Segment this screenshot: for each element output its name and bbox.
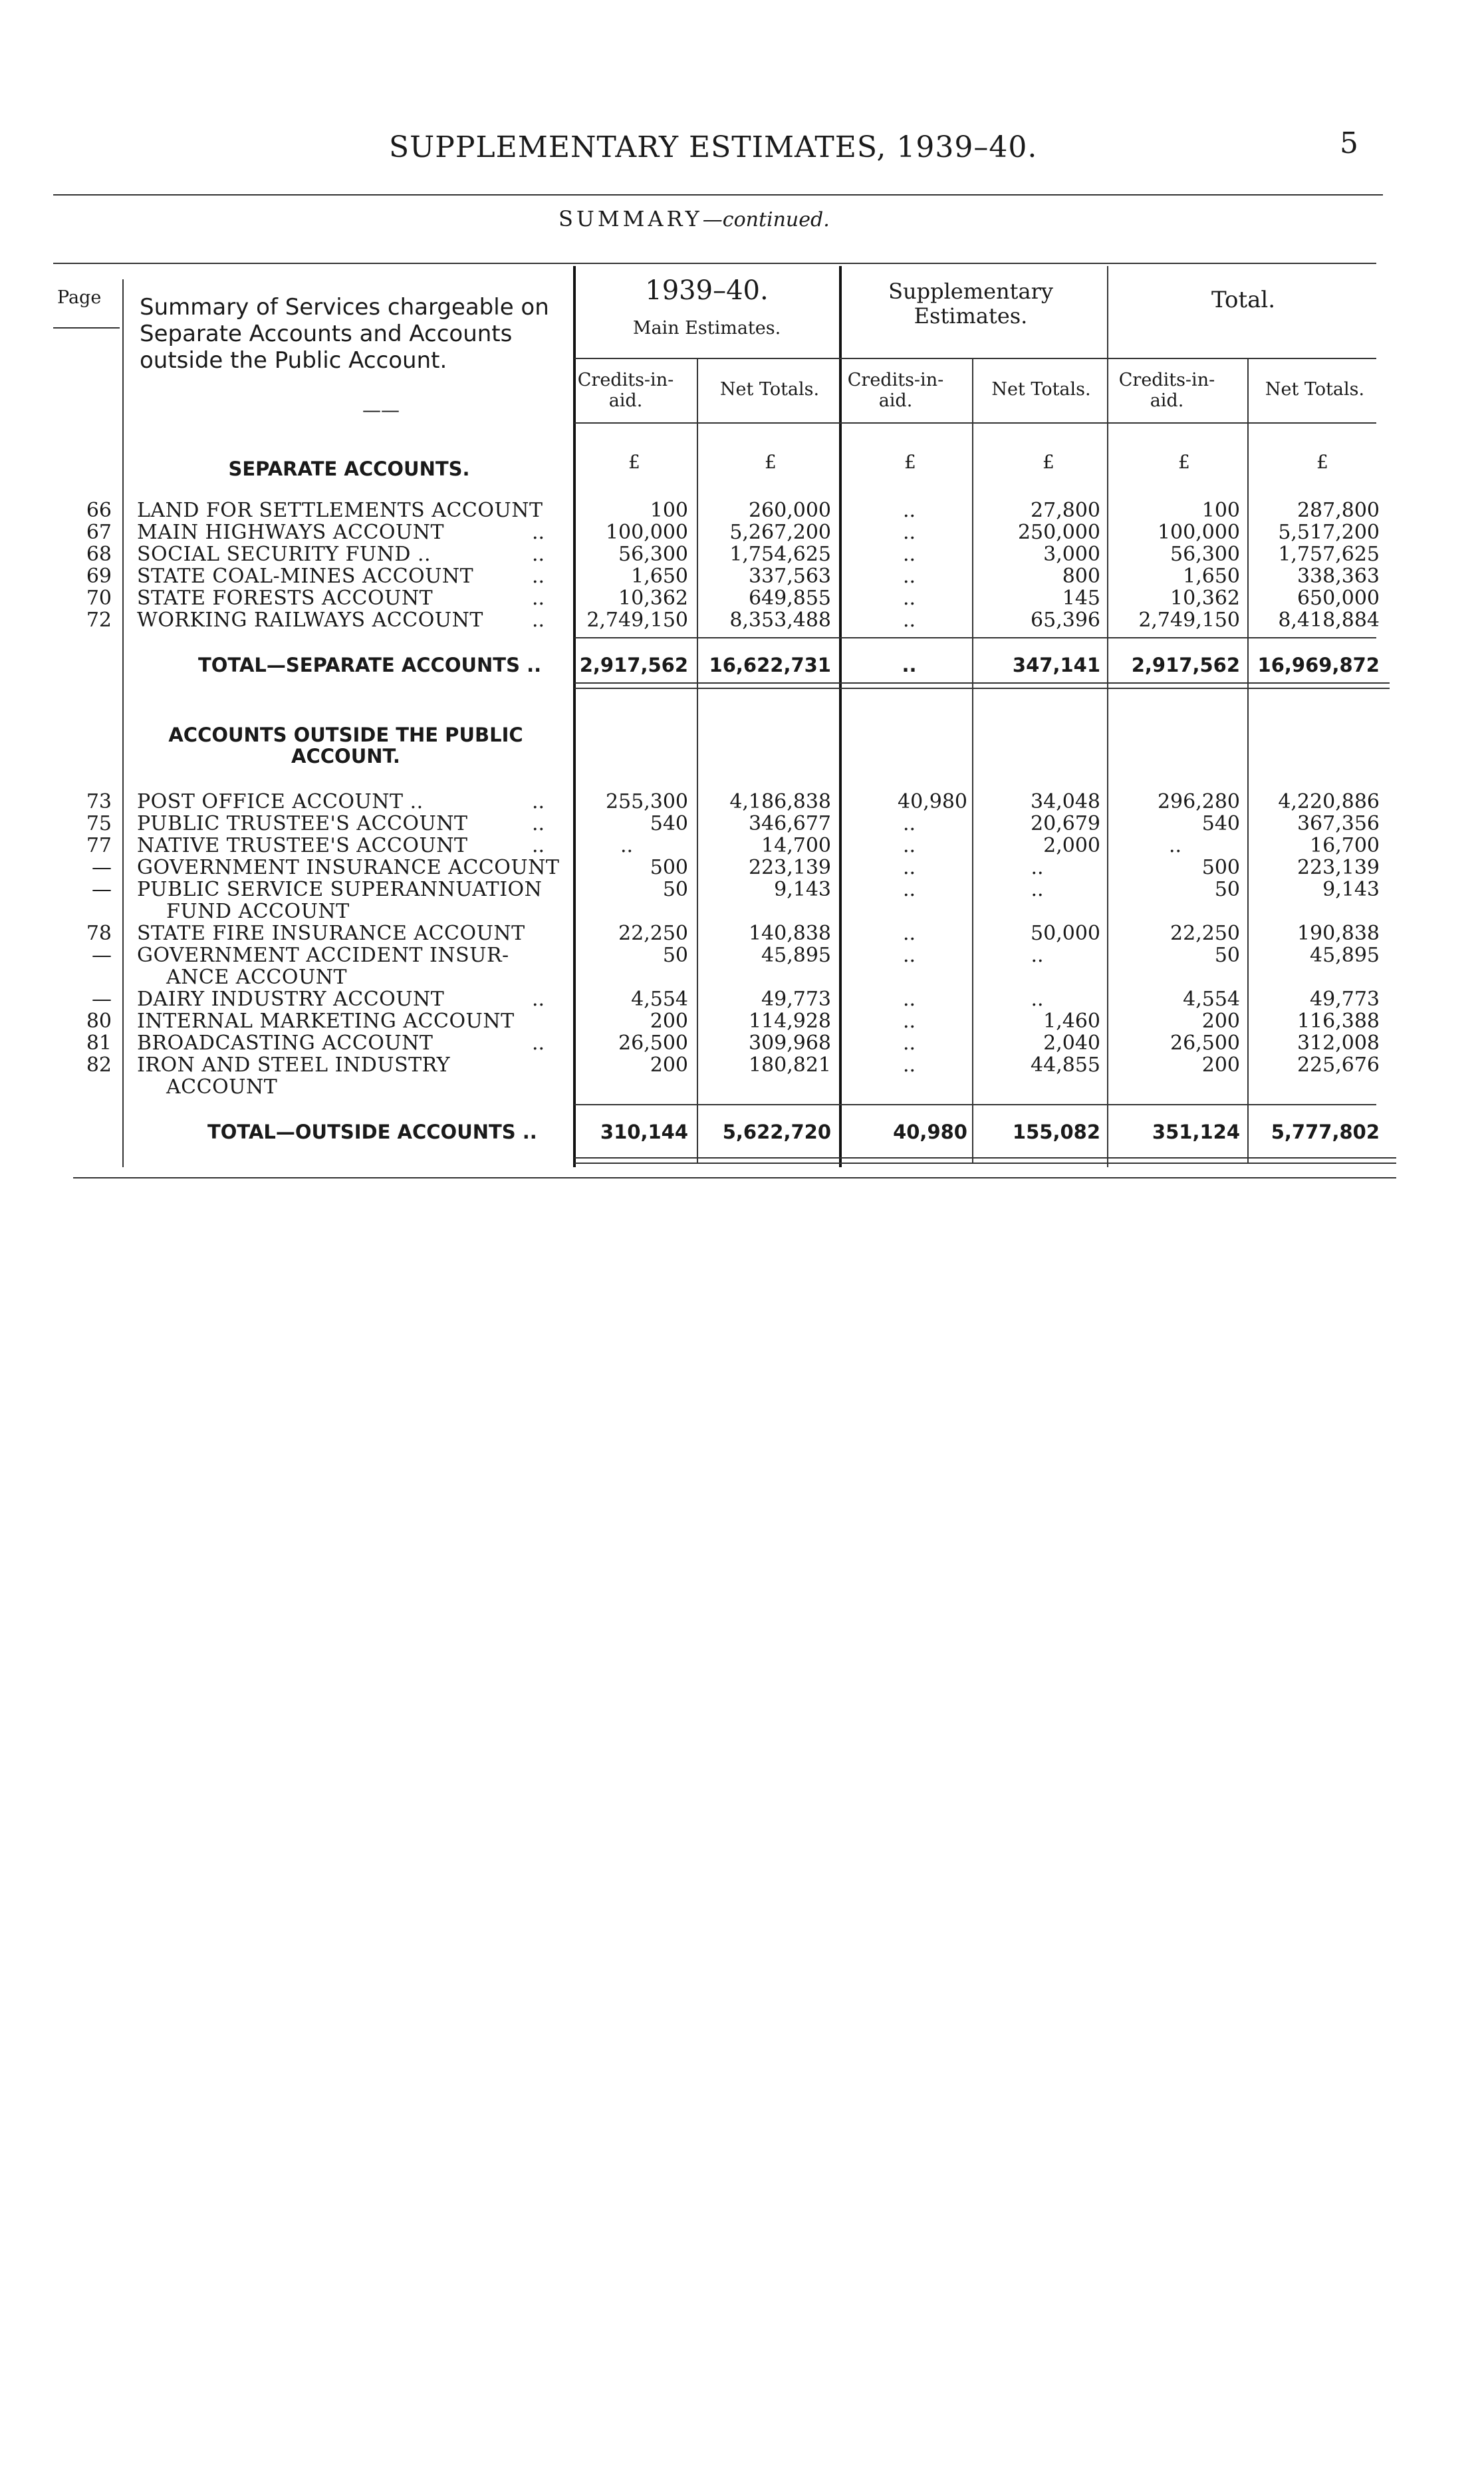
outside-total-c5: 351,124	[1152, 1121, 1240, 1143]
row-total-credits: 1,650	[1183, 565, 1240, 588]
table-row	[0, 500, 1484, 521]
row-page-number: 69	[86, 565, 112, 588]
outside-total-top-rule	[574, 1104, 1376, 1105]
summary-title	[558, 206, 830, 231]
row-account-name: FUND ACCOUNT	[166, 900, 350, 923]
services-header-dash: ——	[362, 399, 400, 421]
row-account-name: GOVERNMENT INSURANCE ACCOUNT	[137, 856, 560, 879]
row-main-net: 223,139	[748, 856, 831, 879]
total-header: Total.	[1211, 287, 1276, 313]
row-main-net: 8,353,488	[729, 609, 831, 632]
row-supp-net: ..	[1031, 988, 1044, 1011]
colhead-bottom-rule	[574, 422, 1376, 424]
table-row	[0, 791, 1484, 813]
table-bottom-rule	[73, 1177, 1396, 1178]
row-supp-credits: ..	[902, 944, 916, 967]
row-supp-credits: ..	[902, 1053, 916, 1077]
table-row	[0, 566, 1484, 587]
row-account-name: PUBLIC TRUSTEE'S ACCOUNT	[137, 812, 468, 835]
table-row	[0, 857, 1484, 879]
row-supp-net: 50,000	[1031, 922, 1100, 945]
row-supp-net: 44,855	[1031, 1053, 1100, 1077]
table-row	[0, 1077, 1484, 1098]
currency-c4: £	[1043, 451, 1054, 473]
row-main-net: 49,773	[761, 988, 831, 1011]
row-account-name: STATE FIRE INSURANCE ACCOUNT	[137, 922, 525, 945]
outside-total-c3: 40,980	[893, 1121, 967, 1143]
row-main-net: 260,000	[748, 499, 831, 522]
row-page-number: 75	[86, 812, 112, 835]
table-row	[0, 901, 1484, 922]
row-total-credits: 540	[1201, 812, 1240, 835]
separate-total-row	[0, 654, 1484, 676]
row-main-credits: 22,250	[618, 922, 688, 945]
row-total-credits: 26,500	[1170, 1032, 1240, 1055]
credits-header-main: Credits-in-aid.	[577, 370, 674, 412]
row-page-number: 72	[86, 609, 112, 632]
row-main-net: 14,700	[761, 834, 831, 857]
row-supp-net: ..	[1031, 856, 1044, 879]
supplementary-header: Supplementary Estimates.	[888, 279, 1053, 329]
separate-total-c5: 2,917,562	[1131, 654, 1240, 676]
row-supp-credits: ..	[902, 609, 916, 632]
row-total-net: 338,363	[1297, 565, 1380, 588]
separate-total-c2: 16,622,731	[709, 654, 831, 676]
row-account-name: IRON AND STEEL INDUSTRY	[137, 1053, 451, 1077]
row-main-credits: 200	[650, 1053, 688, 1077]
row-supp-net: 34,048	[1031, 790, 1100, 813]
row-main-credits: 255,300	[605, 790, 688, 813]
row-total-net: 312,008	[1297, 1032, 1380, 1055]
row-account-name: DAIRY INDUSTRY ACCOUNT	[137, 988, 445, 1011]
row-leader-dots: ..	[532, 1032, 545, 1055]
row-supp-net: 2,040	[1043, 1032, 1100, 1055]
table-row	[0, 945, 1484, 966]
outside-accounts-heading-line1: ACCOUNTS OUTSIDE THE PUBLIC	[168, 724, 523, 746]
row-main-credits: 4,554	[631, 988, 688, 1011]
row-leader-dots: ..	[532, 790, 545, 813]
row-leader-dots: ..	[532, 565, 545, 588]
row-leader-dots: ..	[532, 834, 545, 857]
row-total-credits: 100,000	[1157, 521, 1240, 544]
row-main-credits: 100	[650, 499, 688, 522]
row-account-name: STATE COAL-MINES ACCOUNT	[137, 565, 474, 588]
row-total-net: 49,773	[1310, 988, 1380, 1011]
currency-c3: £	[904, 451, 916, 473]
row-total-credits: 296,280	[1157, 790, 1240, 813]
row-total-credits: 10,362	[1170, 587, 1240, 610]
row-total-credits: 500	[1201, 856, 1240, 879]
row-account-name: PUBLIC SERVICE SUPERANNUATION	[137, 878, 543, 901]
row-supp-net: 800	[1062, 565, 1100, 588]
row-main-credits: 540	[650, 812, 688, 835]
row-supp-credits: ..	[902, 1010, 916, 1033]
separate-total-c6: 16,969,872	[1257, 654, 1380, 676]
separate-total-c3: ..	[902, 654, 917, 676]
row-supp-credits: 40,980	[898, 790, 967, 813]
separate-total-c1: 2,917,562	[579, 654, 688, 676]
separate-total-c4: 347,141	[1012, 654, 1100, 676]
row-account-name: INTERNAL MARKETING ACCOUNT	[137, 1010, 515, 1033]
row-main-net: 5,267,200	[729, 521, 831, 544]
table-row	[0, 813, 1484, 835]
page-title: SUPPLEMENTARY ESTIMATES, 1939–40.	[389, 130, 1038, 164]
summary-suffix: —continued.	[702, 208, 830, 231]
row-supp-net: 2,000	[1043, 834, 1100, 857]
row-main-credits: 500	[650, 856, 688, 879]
table-row	[0, 1055, 1484, 1076]
row-supp-credits: ..	[902, 565, 916, 588]
row-page-number: 67	[86, 521, 112, 544]
row-total-net: 287,800	[1297, 499, 1380, 522]
row-supp-net: 27,800	[1031, 499, 1100, 522]
table-row	[0, 967, 1484, 988]
table-row	[0, 1011, 1484, 1032]
table-row	[0, 1033, 1484, 1054]
row-supp-credits: ..	[902, 543, 916, 566]
row-total-credits: 100	[1201, 499, 1240, 522]
currency-c2: £	[765, 451, 777, 473]
row-page-number: 82	[86, 1053, 112, 1077]
outside-total-double-rule	[574, 1163, 1396, 1164]
row-main-credits: 50	[662, 878, 688, 901]
row-total-credits: 200	[1201, 1053, 1240, 1077]
row-total-net: 4,220,886	[1278, 790, 1380, 813]
row-page-number: 70	[86, 587, 112, 610]
row-total-net: 225,676	[1297, 1053, 1380, 1077]
main-estimates-subheader: Main Estimates.	[632, 318, 781, 339]
net-header-main: Net Totals.	[719, 379, 820, 400]
row-supp-net: 3,000	[1043, 543, 1100, 566]
row-total-net: 8,418,884	[1278, 609, 1380, 632]
row-page-number: —	[92, 988, 112, 1011]
row-total-credits: 2,749,150	[1138, 609, 1240, 632]
table-top-rule	[53, 263, 1376, 264]
outside-total-c1: 310,144	[600, 1121, 688, 1143]
row-main-credits: 1,650	[631, 565, 688, 588]
row-page-number: 80	[86, 1010, 112, 1033]
row-leader-dots: ..	[532, 609, 545, 632]
row-supp-credits: ..	[902, 922, 916, 945]
outside-total-c2: 5,622,720	[722, 1121, 831, 1143]
row-main-net: 9,143	[774, 878, 831, 901]
row-main-net: 337,563	[748, 565, 831, 588]
separate-total-top-rule	[574, 637, 1376, 638]
row-total-credits: ..	[1168, 834, 1182, 857]
table-row	[0, 879, 1484, 900]
table-row	[0, 544, 1484, 565]
row-total-net: 16,700	[1310, 834, 1380, 857]
row-main-credits: 26,500	[618, 1032, 688, 1055]
row-supp-credits: ..	[902, 834, 916, 857]
row-total-net: 190,838	[1297, 922, 1380, 945]
row-main-credits: ..	[620, 834, 634, 857]
net-header-supp: Net Totals.	[991, 379, 1091, 400]
row-main-net: 649,855	[748, 587, 831, 610]
row-main-credits: 100,000	[605, 521, 688, 544]
separate-total-double-rule	[574, 688, 1390, 689]
row-leader-dots: ..	[532, 587, 545, 610]
row-leader-dots: ..	[532, 543, 545, 566]
outside-total-label: TOTAL—OUTSIDE ACCOUNTS ..	[207, 1121, 537, 1143]
row-account-name: GOVERNMENT ACCIDENT INSUR-	[137, 944, 509, 967]
row-supp-net: ..	[1031, 944, 1044, 967]
row-account-name: MAIN HIGHWAYS ACCOUNT	[137, 521, 445, 544]
row-main-credits: 50	[662, 944, 688, 967]
row-supp-credits: ..	[902, 521, 916, 544]
row-total-net: 1,757,625	[1278, 543, 1380, 566]
separate-accounts-heading: SEPARATE ACCOUNTS.	[228, 458, 470, 480]
credits-header-supp: Credits-in-aid.	[847, 370, 944, 412]
row-supp-net: 65,396	[1031, 609, 1100, 632]
header-rule	[53, 194, 1383, 196]
credits-header-total: Credits-in-aid.	[1118, 370, 1215, 412]
row-page-number: 66	[86, 499, 112, 522]
row-account-name: WORKING RAILWAYS ACCOUNT	[137, 609, 483, 632]
row-supp-net: 20,679	[1031, 812, 1100, 835]
row-page-number: 73	[86, 790, 112, 813]
row-total-net: 9,143	[1322, 878, 1380, 901]
table-row	[0, 610, 1484, 631]
row-total-net: 45,895	[1310, 944, 1380, 967]
summary-label: SUMMARY	[558, 206, 703, 231]
row-total-net: 223,139	[1297, 856, 1380, 879]
row-main-net: 45,895	[761, 944, 831, 967]
row-supp-credits: ..	[902, 988, 916, 1011]
row-page-number: —	[92, 856, 112, 879]
row-main-net: 1,754,625	[729, 543, 831, 566]
net-header-total: Net Totals.	[1265, 379, 1365, 400]
outside-total-bottom-rule	[574, 1157, 1396, 1159]
row-supp-net: ..	[1031, 878, 1044, 901]
row-account-name: ACCOUNT	[166, 1075, 278, 1099]
outside-total-row	[0, 1121, 1484, 1143]
row-account-name: BROADCASTING ACCOUNT	[137, 1032, 433, 1055]
table-row	[0, 588, 1484, 609]
row-total-net: 367,356	[1297, 812, 1380, 835]
page-column-header: Page	[57, 287, 102, 308]
row-main-credits: 56,300	[618, 543, 688, 566]
row-supp-credits: ..	[902, 812, 916, 835]
row-leader-dots: ..	[532, 812, 545, 835]
currency-c5: £	[1178, 451, 1190, 473]
row-page-number: 78	[86, 922, 112, 945]
row-supp-net: 145	[1062, 587, 1100, 610]
row-account-name: NATIVE TRUSTEE'S ACCOUNT	[137, 834, 468, 857]
table-row	[0, 522, 1484, 543]
currency-c6: £	[1316, 451, 1328, 473]
row-total-credits: 200	[1201, 1010, 1240, 1033]
row-main-net: 114,928	[748, 1010, 831, 1033]
row-main-credits: 10,362	[618, 587, 688, 610]
subhead-rule	[574, 358, 1376, 359]
table-row	[0, 923, 1484, 944]
outside-total-c6: 5,777,802	[1271, 1121, 1380, 1143]
row-supp-credits: ..	[902, 499, 916, 522]
services-column-header: Summary of Services chargeable on Separate Accounts and Accounts outside the Public Account.	[140, 294, 549, 374]
row-page-number: 81	[86, 1032, 112, 1055]
row-supp-credits: ..	[902, 587, 916, 610]
row-page-number: 68	[86, 543, 112, 566]
row-page-number: —	[92, 878, 112, 901]
row-main-credits: 2,749,150	[586, 609, 688, 632]
row-main-net: 346,677	[748, 812, 831, 835]
row-account-name: POST OFFICE ACCOUNT ..	[137, 790, 424, 813]
row-total-credits: 4,554	[1183, 988, 1240, 1011]
row-main-net: 4,186,838	[729, 790, 831, 813]
row-supp-credits: ..	[902, 1032, 916, 1055]
row-main-net: 140,838	[748, 922, 831, 945]
row-supp-credits: ..	[902, 878, 916, 901]
row-supp-net: 1,460	[1043, 1010, 1100, 1033]
row-leader-dots: ..	[532, 521, 545, 544]
row-supp-net: 250,000	[1017, 521, 1100, 544]
row-page-number: 77	[86, 834, 112, 857]
row-account-name: STATE FORESTS ACCOUNT	[137, 587, 433, 610]
outside-accounts-heading-line2: ACCOUNT.	[291, 745, 400, 767]
row-leader-dots: ..	[532, 988, 545, 1011]
row-supp-credits: ..	[902, 856, 916, 879]
row-page-number: —	[92, 944, 112, 967]
currency-c1: £	[628, 451, 640, 473]
row-main-net: 180,821	[748, 1053, 831, 1077]
row-total-net: 5,517,200	[1278, 521, 1380, 544]
row-account-name: ANCE ACCOUNT	[166, 966, 348, 989]
table-row	[0, 835, 1484, 857]
row-total-credits: 22,250	[1170, 922, 1240, 945]
row-total-credits: 50	[1214, 944, 1240, 967]
outside-total-c4: 155,082	[1012, 1121, 1100, 1143]
row-total-credits: 50	[1214, 878, 1240, 901]
separate-total-label: TOTAL—SEPARATE ACCOUNTS ..	[198, 654, 542, 676]
row-account-name: SOCIAL SECURITY FUND ..	[137, 543, 432, 566]
row-total-credits: 56,300	[1170, 543, 1240, 566]
separate-total-bottom-rule	[574, 682, 1390, 684]
row-account-name: LAND FOR SETTLEMENTS ACCOUNT	[137, 499, 543, 522]
table-row	[0, 989, 1484, 1010]
main-estimates-header: 1939–40.	[645, 275, 769, 306]
row-main-net: 309,968	[748, 1032, 831, 1055]
row-total-net: 650,000	[1297, 587, 1380, 610]
page-col-rule	[53, 327, 120, 329]
page-number: 5	[1340, 126, 1358, 160]
row-total-net: 116,388	[1297, 1010, 1380, 1033]
row-main-credits: 200	[650, 1010, 688, 1033]
